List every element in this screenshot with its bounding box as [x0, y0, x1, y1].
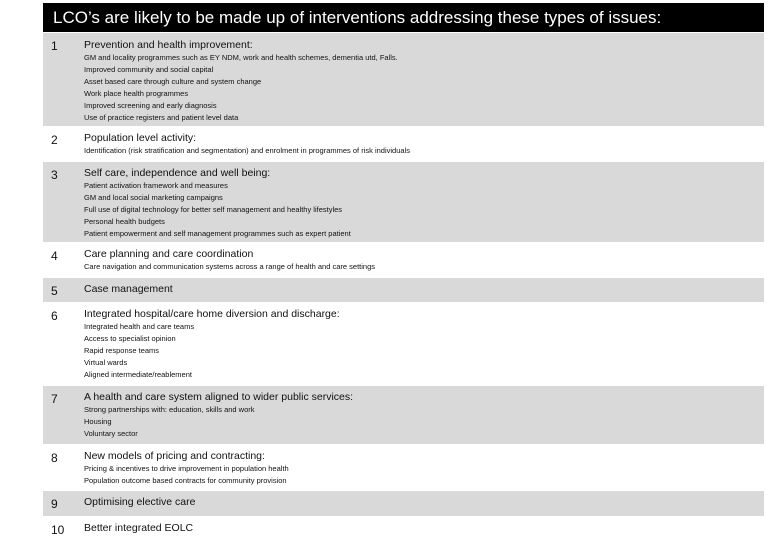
table-row	[43, 302, 764, 385]
row-item: GM and local social marketing campaigns	[84, 193, 223, 202]
row-item: Virtual wards	[84, 358, 128, 367]
row-item: Voluntary sector	[84, 429, 138, 438]
row-item: Asset based care through culture and system change	[84, 77, 262, 86]
table-row	[43, 385, 764, 444]
row-number: 8	[51, 451, 58, 465]
row-title: Case management	[84, 283, 173, 295]
row-item: Access to specialist opinion	[84, 334, 176, 343]
row-number: 9	[51, 497, 58, 511]
row-content	[84, 39, 760, 124]
row-content	[84, 167, 760, 240]
row-title: Care planning and care coordination	[84, 248, 254, 260]
row-content	[84, 522, 760, 535]
table-row	[43, 444, 764, 490]
row-number: 10	[51, 523, 65, 537]
row-item: Use of practice registers and patient level data	[84, 113, 239, 122]
row-content	[84, 248, 760, 273]
row-title: Better integrated EOLC	[84, 522, 194, 534]
row-item: Patient empowerment and self management programmes such as expert patient	[84, 229, 351, 238]
row-number: 3	[51, 168, 58, 182]
row-number: 2	[51, 133, 58, 147]
row-item: Strong partnerships with: education, skills and work	[84, 405, 255, 414]
row-item: Work place health programmes	[84, 89, 189, 98]
row-item: Full use of digital technology for better self management and healthy lifestyles	[84, 205, 343, 214]
interventions-table	[43, 3, 764, 542]
row-item: Improved community and social capital	[84, 65, 214, 74]
row-number: 6	[51, 309, 58, 323]
row-item: Patient activation framework and measures	[84, 181, 228, 190]
row-item: Identification (risk stratification and segmentation) and enrolment in programmes of risk individuals	[84, 146, 410, 155]
row-number: 1	[51, 39, 58, 53]
row-title: Integrated hospital/care home diversion and discharge:	[84, 308, 340, 320]
row-title: Optimising elective care	[84, 496, 196, 508]
row-item: Personal health budgets	[84, 217, 165, 226]
row-title: A health and care system aligned to wider public services:	[84, 391, 354, 403]
table-row	[43, 277, 764, 302]
row-content	[84, 450, 760, 487]
table-row	[43, 161, 764, 242]
table-row	[43, 32, 764, 126]
row-item: Rapid response teams	[84, 346, 160, 355]
row-item: Improved screening and early diagnosis	[84, 101, 217, 110]
row-content	[84, 132, 760, 157]
table-row	[43, 516, 764, 542]
row-item: Aligned intermediate/reablement	[84, 370, 192, 379]
row-content	[84, 391, 760, 440]
table-row	[43, 242, 764, 277]
table-header: LCO’s are likely to be made up of interventions addressing these types of issues:	[43, 3, 764, 32]
row-item: GM and locality programmes such as EY NDM, work and health schemes, dementia utd, Falls.	[84, 53, 398, 62]
row-content	[84, 496, 760, 509]
row-title: New models of pricing and contracting:	[84, 450, 265, 462]
row-item: Population outcome based contracts for community provision	[84, 476, 287, 485]
row-content	[84, 308, 760, 381]
row-number: 7	[51, 392, 58, 406]
row-item: Care navigation and communication systems across a range of health and care settings	[84, 262, 375, 271]
row-item: Housing	[84, 417, 112, 426]
row-content	[84, 283, 760, 296]
row-item: Integrated health and care teams	[84, 322, 195, 331]
row-title: Prevention and health improvement:	[84, 39, 253, 51]
row-title: Self care, independence and well being:	[84, 167, 271, 179]
table-row	[43, 126, 764, 161]
row-item: Pricing & incentives to drive improvement in population health	[84, 464, 289, 473]
table-row	[43, 490, 764, 516]
row-number: 5	[51, 284, 58, 298]
row-number: 4	[51, 249, 58, 263]
row-title: Population level activity:	[84, 132, 197, 144]
